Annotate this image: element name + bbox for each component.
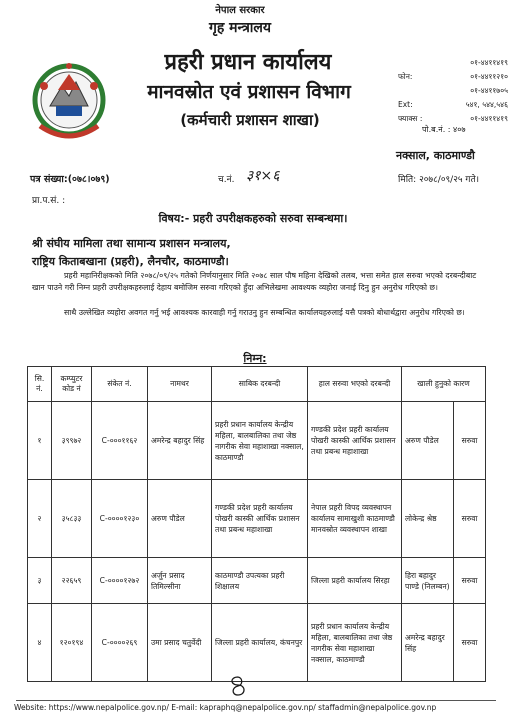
column-header: साबिक दरबन्दी	[212, 367, 308, 402]
table-cell: ४	[28, 604, 52, 682]
dispatch-label: च.नं.	[218, 175, 235, 185]
body-paragraph: साथै उल्लेखित व्यहोरा अवगत गर्नु भई आवश्यक कारवाही गर्नु गराउनु हुन सम्बन्धित कार्यालयहरुलाई यसै पत्रको बोधार्थद्वारा अनुरोध गरिएको छ।	[64, 308, 465, 317]
table-cell: C-०००११६२	[92, 402, 148, 480]
column-header: संकेत नं.	[92, 367, 148, 402]
table-row	[28, 480, 486, 558]
table-cell: अरुण पौडेल	[402, 402, 454, 480]
footer-contact: Website: https://www.nepalpolice.gov.np/ E-mail: kapraphq@nepalpolice.gov.np/ staffadmin@nepalpolice.gov.np	[14, 703, 437, 712]
po-box: पो.ब.नं. : ४०७	[422, 125, 466, 134]
table-cell: जिल्ला प्रहरी कार्यालय सिरहा	[308, 558, 402, 604]
table-cell: नेपाल प्रहरी विपद व्यवस्थापन कार्यालय सामाखुशी काठमाण्डौ मानवस्रोत व्यवस्थापन शाखा	[308, 480, 402, 558]
government-name: नेपाल सरकार	[215, 5, 265, 16]
table-cell: १	[28, 402, 52, 480]
table-cell: २२६५९	[52, 558, 92, 604]
recipient-line: श्री संघीय मामिला तथा सामान्य प्रशासन मन्त्रालय,	[32, 237, 231, 250]
phone-number: ०१-४४११२१०	[470, 72, 508, 81]
footer-divider	[16, 700, 496, 701]
table-row	[28, 558, 486, 604]
office-location: नक्साल, काठमाण्डौ	[396, 149, 475, 162]
column-header: कम्प्युटर कोड नं	[52, 367, 92, 402]
column-header: सि. नं.	[28, 367, 52, 402]
table-title: निम्न:	[243, 352, 267, 365]
dispatch-number: ३१×६	[246, 168, 280, 184]
fax-number: ०१-४४११४१९	[470, 114, 508, 123]
phone-label: फोन:	[398, 72, 413, 81]
table-cell: सरुवा	[454, 604, 486, 682]
ministry-name: गृह मन्त्रालय	[208, 20, 272, 36]
table-cell: गण्डकी प्रदेश प्रहरी कार्यालय पोखरी कास्की आर्थिक प्रशासन तथा प्रबन्ध महाशाखा	[308, 402, 402, 480]
letter-date: मिति: २०७८/०९/२५ गते।	[398, 175, 480, 185]
phone-number: ०१-४४११४१९	[470, 58, 508, 67]
body-paragraph: प्रहरी महानिरीक्षकको मिति २०७८/०९/२५ गतेको निर्णयानुसार मिति २०७८ साल पौष महिना देखिको तलब, भत्ता समेत हाल सरुवा भएको दरबन्दीबाट खान पाउने गरी निम्न प्रहरी उपरीक्षकहरुलाई देहाय बमोजिम सरुवा गरिएको हुँदा अभिलेखमा आवश्यक व्यहोरा जनाई दिनु हुन अनुरोध गरिएको छ।	[32, 271, 477, 292]
table-cell: अमरेन्द्र बहादुर सिंह	[148, 402, 212, 480]
table-cell: ३९९७२	[52, 402, 92, 480]
ext-label: Ext:	[398, 100, 413, 109]
department-name: मानवस्रोत एवं प्रशासन विभाग	[147, 81, 351, 103]
table-cell: लोकेन्द्र श्रेष्ठ	[402, 480, 454, 558]
table-cell: सरुवा	[454, 402, 486, 480]
letter-subject: विषय:- प्रहरी उपरीक्षकहरुको सरुवा सम्बन्धमा।	[158, 212, 348, 225]
received-number: प्रा.प.सं. :	[32, 196, 66, 206]
table-cell: प्रहरी प्रधान कार्यालय केन्द्रीय महिला, बालबालिका तथा जेष्ठ नागरीक सेवा महाशाखा नक्साल, काठमाण्डौ	[308, 604, 402, 682]
phone-number: ०१-४४११७०५	[470, 86, 508, 95]
table-header-row	[28, 367, 486, 402]
table-cell: उमा प्रसाद चतुर्वेदी	[148, 604, 212, 682]
transfer-table	[27, 366, 486, 682]
column-header: खाली हुनुको कारण	[402, 367, 486, 402]
table-cell: C-००००१२७२	[92, 558, 148, 604]
table-row	[28, 402, 486, 480]
table-cell: अरुण पौडेल	[148, 480, 212, 558]
fax-label: फ्याक्स :	[398, 114, 423, 123]
signature-mark	[226, 674, 250, 698]
table-cell: सरुवा	[454, 558, 486, 604]
table-row	[28, 604, 486, 682]
table-cell: हिरा बहादुर पाण्डे (निलम्बन)	[402, 558, 454, 604]
table-cell: C-००००२६९	[92, 604, 148, 682]
table-cell: C-००००१२३०	[92, 480, 148, 558]
table-cell: काठमाण्डौ उपत्यका प्रहरी शिक्षालय	[212, 558, 308, 604]
table-cell: ३	[28, 558, 52, 604]
table-cell: गण्डकी प्रदेश प्रहरी कार्यालय पोखरी कास्की आर्थिक प्रशासन तथा प्रबन्ध महाशाखा	[212, 480, 308, 558]
table-cell: जिल्ला प्रहरी कार्यालय, कंचनपुर	[212, 604, 308, 682]
ext-number: ५४१, ५४४,५४६	[465, 100, 508, 109]
section-name: (कर्मचारी प्रशासन शाखा)	[180, 111, 320, 129]
table-cell: अर्जुन प्रसाद तिमिल्सीना	[148, 558, 212, 604]
table-cell: प्रहरी प्रधान कार्यालय केन्द्रीय महिला, बालबालिका तथा जेष्ठ नागरीक सेवा महाशाखा नक्साल, काठमाण्डौ	[212, 402, 308, 480]
letter-number: पत्र संख्या:(०७८।०७९)	[30, 174, 110, 185]
table-cell: ३५८३३	[52, 480, 92, 558]
office-name: प्रहरी प्रधान कार्यालय	[164, 50, 332, 75]
table-cell: अमरेन्द्र बहादुर सिंह	[402, 604, 454, 682]
nepal-government-emblem	[28, 56, 110, 144]
column-header: नामथर	[148, 367, 212, 402]
table-cell: २	[28, 480, 52, 558]
contact-block	[398, 56, 508, 126]
table-cell: सरुवा	[454, 480, 486, 558]
recipient-line: राष्ट्रिय किताबखाना (प्रहरी), लैनचौर, काठमाण्डौ।	[32, 255, 229, 268]
column-header: हाल सरुवा भएको दरबन्दी	[308, 367, 402, 402]
table-cell: १२०१९४	[52, 604, 92, 682]
